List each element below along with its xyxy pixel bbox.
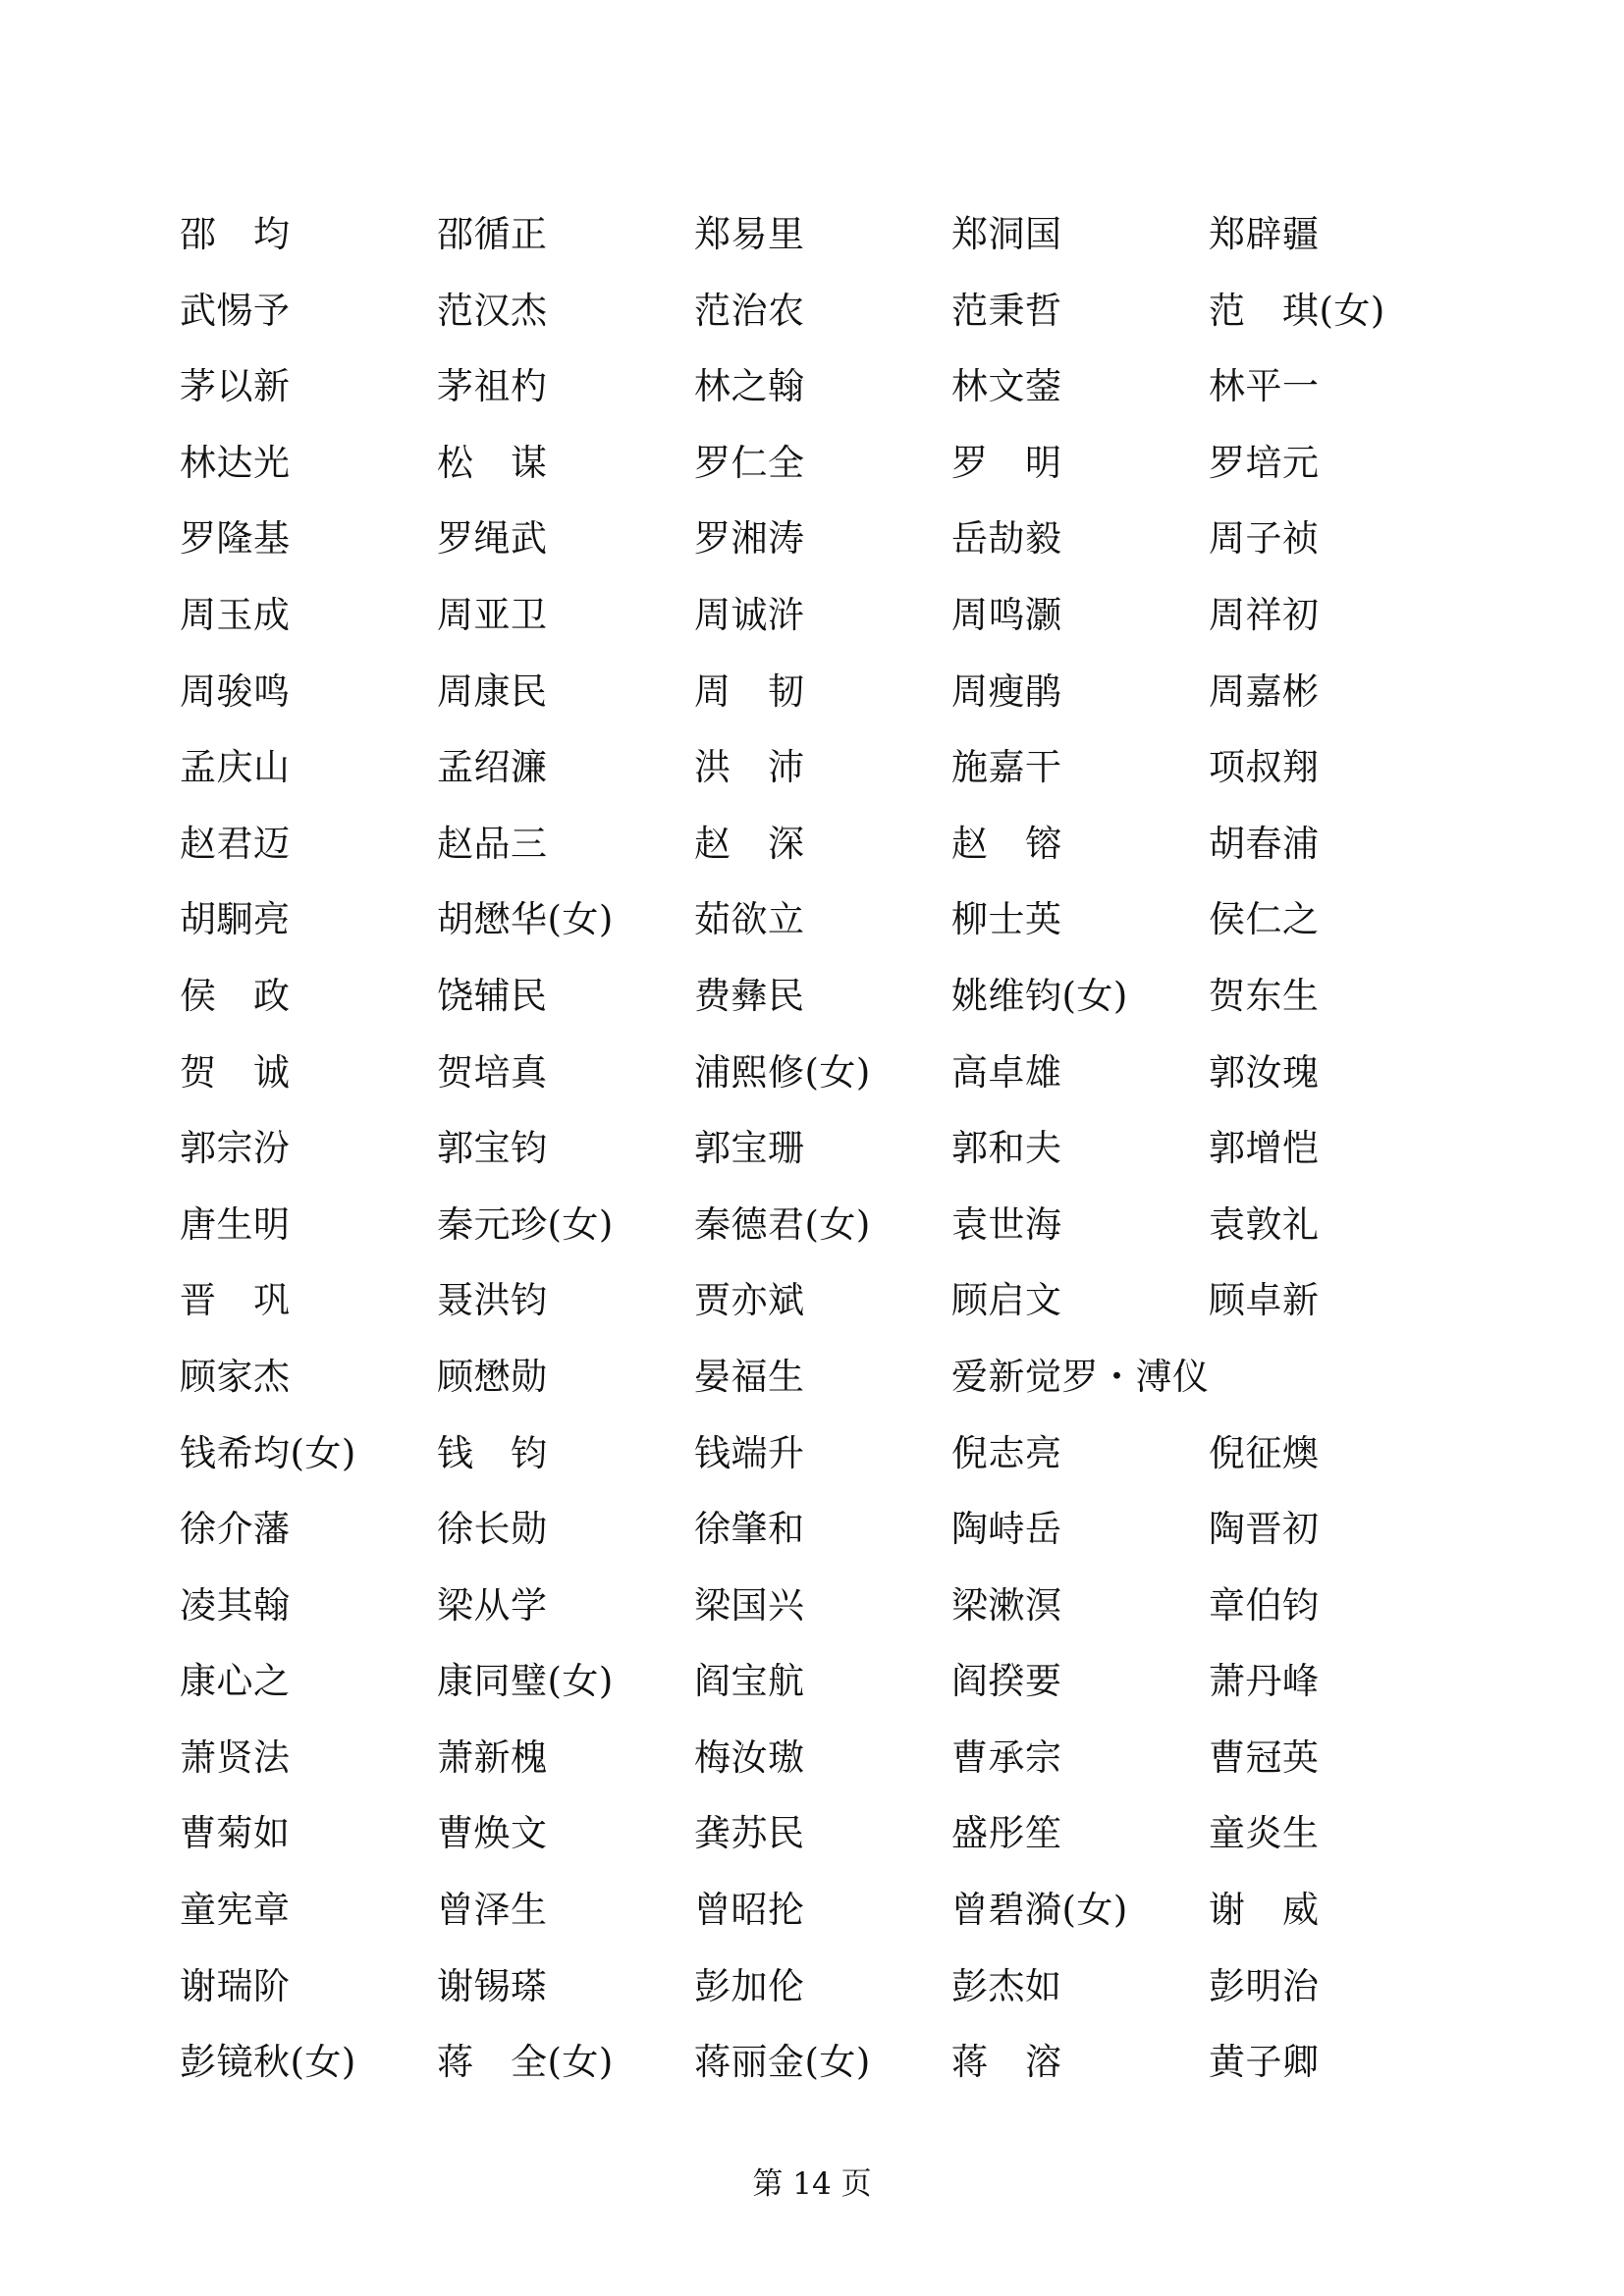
name-entry: 岳劼毅 <box>951 517 1062 561</box>
name-entry: 范治农 <box>694 289 805 332</box>
name-entry: 周子祯 <box>1209 517 1320 561</box>
name-entry: 爱新觉罗・溥仪 <box>951 1355 1210 1398</box>
name-entry: 侯仁之 <box>1209 898 1320 941</box>
name-entry: 谢 威 <box>1209 1889 1320 1932</box>
name-entry: 曾碧漪(女) <box>951 1889 1128 1932</box>
name-entry: 聂洪钧 <box>437 1279 548 1322</box>
name-entry: 蒋 溶 <box>951 2041 1062 2084</box>
name-list <box>180 196 1476 2101</box>
name-entry: 周 韧 <box>694 669 805 713</box>
name-entry: 高卓雄 <box>951 1050 1062 1094</box>
name-entry: 范秉哲 <box>951 289 1062 332</box>
name-entry: 梁漱溟 <box>951 1583 1062 1627</box>
name-entry: 钱 钧 <box>437 1431 548 1474</box>
name-entry: 童炎生 <box>1209 1812 1320 1855</box>
name-entry: 谢锡瑹 <box>437 1964 548 2007</box>
name-entry: 赵品三 <box>437 822 548 865</box>
name-entry: 松 谋 <box>437 441 548 484</box>
name-entry: 胡懋华(女) <box>437 898 614 941</box>
name-entry: 萧新槐 <box>437 1735 548 1779</box>
name-entry: 贾亦斌 <box>694 1279 805 1322</box>
name-entry: 黄子卿 <box>1209 2041 1320 2084</box>
name-entry: 孟庆山 <box>180 746 291 789</box>
name-entry: 林之翰 <box>694 365 805 408</box>
name-entry: 贺东生 <box>1209 974 1320 1017</box>
name-entry: 郭宝钧 <box>437 1127 548 1170</box>
page-number: 第 14 页 <box>752 2166 872 2202</box>
name-entry: 曾泽生 <box>437 1889 548 1932</box>
name-entry: 邵 均 <box>180 213 291 255</box>
name-entry: 赵君迈 <box>180 822 291 865</box>
name-entry: 倪志亮 <box>951 1431 1062 1474</box>
name-entry: 晏福生 <box>694 1355 805 1398</box>
name-entry: 罗 明 <box>951 441 1062 484</box>
name-entry: 谢瑞阶 <box>180 1964 291 2007</box>
name-entry: 费彝民 <box>694 974 805 1017</box>
name-entry: 袁敦礼 <box>1209 1202 1320 1246</box>
name-entry: 彭杰如 <box>951 1964 1062 2007</box>
name-entry: 阎揆要 <box>951 1660 1062 1703</box>
name-entry: 林文蓥 <box>951 365 1062 408</box>
name-entry: 罗绳武 <box>437 517 548 561</box>
name-entry: 罗培元 <box>1209 441 1320 484</box>
name-entry: 唐生明 <box>180 1202 291 1246</box>
name-entry: 徐肇和 <box>694 1508 805 1551</box>
name-entry: 曹菊如 <box>180 1812 291 1855</box>
name-entry: 周康民 <box>437 669 548 713</box>
name-entry: 周鸣灏 <box>951 593 1062 636</box>
name-entry: 茅以新 <box>180 365 291 408</box>
name-entry: 彭加伦 <box>694 1964 805 2007</box>
name-entry: 林达光 <box>180 441 291 484</box>
name-entry: 蒋 全(女) <box>437 2041 614 2084</box>
name-entry: 周骏鸣 <box>180 669 291 713</box>
name-entry: 晋 巩 <box>180 1279 291 1322</box>
name-entry: 姚维钧(女) <box>951 974 1128 1017</box>
name-entry: 周诚浒 <box>694 593 805 636</box>
name-entry: 郭宗汾 <box>180 1127 291 1170</box>
name-entry: 贺培真 <box>437 1050 548 1094</box>
name-entry: 施嘉干 <box>951 746 1062 789</box>
name-entry: 梅汝璈 <box>694 1735 805 1779</box>
name-entry: 彭明治 <box>1209 1964 1320 2007</box>
name-entry: 徐长勋 <box>437 1508 548 1551</box>
name-entry: 周瘦鹃 <box>951 669 1062 713</box>
name-entry: 罗湘涛 <box>694 517 805 561</box>
name-entry: 钱端升 <box>694 1431 805 1474</box>
name-entry: 袁世海 <box>951 1202 1062 1246</box>
name-entry: 陶峙岳 <box>951 1508 1062 1551</box>
name-entry: 周亚卫 <box>437 593 548 636</box>
name-entry: 钱希均(女) <box>180 1431 356 1474</box>
name-entry: 凌其翰 <box>180 1583 291 1627</box>
name-entry: 郭汝瑰 <box>1209 1050 1320 1094</box>
name-entry: 茅祖杓 <box>437 365 548 408</box>
name-entry: 陶晋初 <box>1209 1508 1320 1551</box>
name-entry: 萧丹峰 <box>1209 1660 1320 1703</box>
name-entry: 秦德君(女) <box>694 1202 871 1246</box>
name-entry: 胡春浦 <box>1209 822 1320 865</box>
name-entry: 盛彤笙 <box>951 1812 1062 1855</box>
name-entry: 郭和夫 <box>951 1127 1062 1170</box>
name-entry: 饶辅民 <box>437 974 548 1017</box>
name-entry: 范汉杰 <box>437 289 548 332</box>
name-entry: 顾家杰 <box>180 1355 291 1398</box>
name-entry: 郭增恺 <box>1209 1127 1320 1170</box>
name-entry: 周嘉彬 <box>1209 669 1320 713</box>
name-entry: 彭镜秋(女) <box>180 2041 356 2084</box>
name-entry: 赵 深 <box>694 822 805 865</box>
name-entry: 康同璧(女) <box>437 1660 614 1703</box>
name-entry: 阎宝航 <box>694 1660 805 1703</box>
name-entry: 孟绍濂 <box>437 746 548 789</box>
name-entry: 萧贤法 <box>180 1735 291 1779</box>
name-entry: 倪征燠 <box>1209 1431 1320 1474</box>
name-entry: 罗隆基 <box>180 517 291 561</box>
name-entry: 茹欲立 <box>694 898 805 941</box>
name-entry: 顾卓新 <box>1209 1279 1320 1322</box>
name-entry: 郑洞国 <box>951 213 1062 255</box>
name-entry: 蒋丽金(女) <box>694 2041 871 2084</box>
name-entry: 曹冠英 <box>1209 1735 1320 1779</box>
name-entry: 武惕予 <box>180 289 291 332</box>
name-entry: 浦熙修(女) <box>694 1050 871 1094</box>
name-entry: 曾昭抡 <box>694 1889 805 1932</box>
name-entry: 曹承宗 <box>951 1735 1062 1779</box>
name-entry: 徐介藩 <box>180 1508 291 1551</box>
name-entry: 郑易里 <box>694 213 805 255</box>
name-entry: 童宪章 <box>180 1889 291 1932</box>
name-entry: 梁从学 <box>437 1583 548 1627</box>
name-entry: 林平一 <box>1209 365 1320 408</box>
name-entry: 柳士英 <box>951 898 1062 941</box>
name-entry: 顾启文 <box>951 1279 1062 1322</box>
name-entry: 章伯钧 <box>1209 1583 1320 1627</box>
name-entry: 梁国兴 <box>694 1583 805 1627</box>
name-entry: 邵循正 <box>437 213 548 255</box>
name-entry: 秦元珍(女) <box>437 1202 614 1246</box>
name-entry: 洪 沛 <box>694 746 805 789</box>
name-entry: 周玉成 <box>180 593 291 636</box>
name-entry: 曹焕文 <box>437 1812 548 1855</box>
name-entry: 周祥初 <box>1209 593 1320 636</box>
name-entry: 罗仁全 <box>694 441 805 484</box>
name-entry: 范 琪(女) <box>1209 289 1385 332</box>
name-entry: 赵 镕 <box>951 822 1062 865</box>
name-entry: 顾懋勋 <box>437 1355 548 1398</box>
name-entry: 康心之 <box>180 1660 291 1703</box>
name-entry: 郑辟疆 <box>1209 213 1320 255</box>
name-entry: 郭宝珊 <box>694 1127 805 1170</box>
name-entry: 侯 政 <box>180 974 291 1017</box>
name-entry: 贺 诚 <box>180 1050 291 1094</box>
name-entry: 项叔翔 <box>1209 746 1320 789</box>
name-entry: 胡駉亮 <box>180 898 291 941</box>
name-entry: 龚苏民 <box>694 1812 805 1855</box>
